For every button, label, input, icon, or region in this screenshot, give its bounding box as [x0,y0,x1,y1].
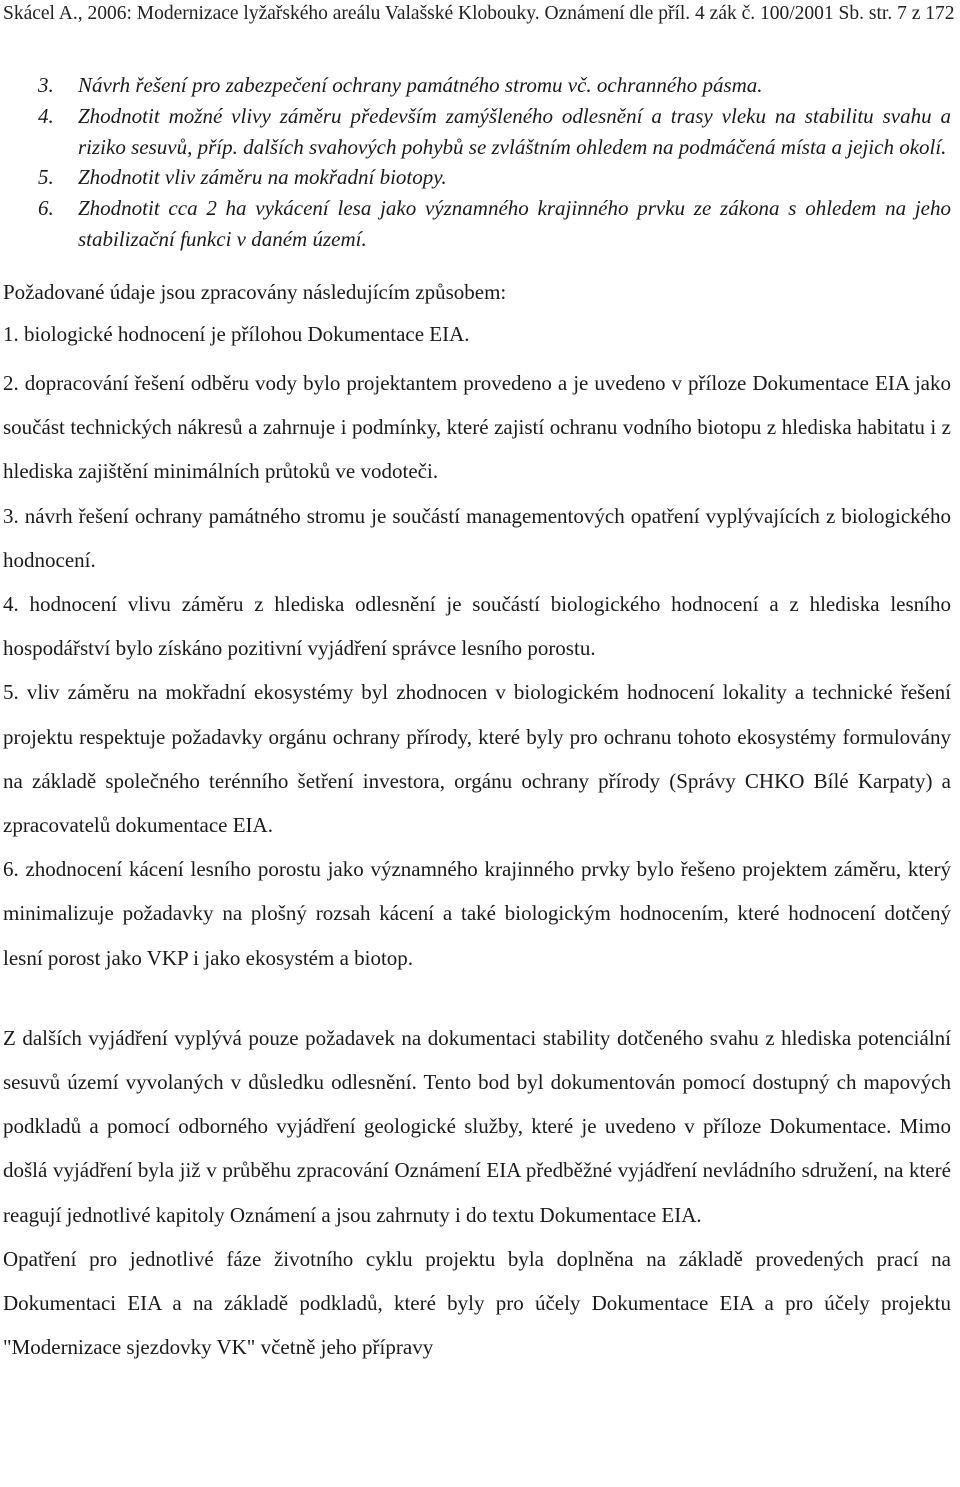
paragraph-item-5: 5. vliv záměru na mokřadní ekosystémy byl zhodnocen v biologickém hodnocení lokality a technické řešení projektu respektuje požadavky orgánu ochrany přírody, které byly pro ochranu tohoto ekosystémy formulovány na základě společného terénního šetření investora, orgánu ochrany přírody (Správy CHKO Bílé Karpaty) a zpracovatelů dokumentace EIA. [3,680,951,838]
intro-item-1: 1. biologické hodnocení je přílohou Dokumentace EIA. [3,322,470,346]
list-item-text: Zhodnotit možné vlivy záměru především zamýšleného odlesnění a trasy vleku na stabilitu svahu a riziko sesuvů, příp. dalších svahových pohybů se zvláštním ohledem na podmáčená místa a jejich okolí. [78,103,951,159]
list-item-text: Zhodnotit cca 2 ha vykácení lesa jako významného krajinného prvku ze zákona s ohledem na jeho stabilizační funkci v daném území. [78,196,951,251]
list-item [38,70,951,101]
requirements-list [38,70,951,255]
list-item [38,162,951,193]
list-item [38,101,951,163]
intro-section [3,277,951,361]
page-header: Skácel A., 2006: Modernizace lyžařského areálu Valašské Klobouky. Oznámení dle příl. 4 zák č. 100/2001 Sb. str. 7 z 172 [3,3,955,24]
intro-line: Požadované údaje jsou zpracovány následujícím způsobem: [3,280,507,304]
body-text [3,361,951,1369]
paragraph-measures: Opatření pro jednotlivé fáze životního cyklu projektu byla doplněna na základě provedených prací na Dokumentaci EIA a na základě podkladů, které byly pro účely Dokumentace EIA a pro účely projektu "Modernizace sjezdovky VK" včetně jeho přípravy [3,1246,951,1360]
list-item [38,193,951,255]
paragraph-item-4: 4. hodnocení vlivu záměru z hlediska odlesnění je součástí biologického hodnocení a z hlediska lesního hospodářství bylo získáno pozitivní vyjádření správce lesního porostu. [3,592,951,661]
list-item-number: 5. [38,165,54,190]
paragraph-other-statements: Z dalších vyjádření vyplývá pouze požadavek na dokumentaci stability dotčeného svahu z hlediska potenciální sesuvů území vyvolaných v důsledku odlesnění. Tento bod byl dokumentován pomocí dostupný ch mapových podkladů a pomocí odborného vyjádření geologické služby, které je uvedeno v příloze Dokumentace. Mimo došlá vyjádření byla již v průběhu zpracování Oznámení EIA předběžné vyjádření nevládního sdružení, na které reagují jednotlivé kapitoly Oznámení a jsou zahrnuty i do textu Dokumentace EIA. [3,1025,951,1227]
list-item-number: 3. [38,73,54,97]
list-item-text: Zhodnotit vliv záměru na mokřadní biotopy. [78,165,447,190]
list-item-number: 4. [38,103,54,128]
paragraph-item-2: 2. dopracování řešení odběru vody bylo projektantem provedeno a je uvedeno v příloze Dokumentace EIA jako součást technických nákresů a zahrnuje i podmínky, které zajistí ochranu vodního biotopu z hlediska habitatu i z hlediska zajištění minimálních průtoků ve vodoteči. [3,371,951,484]
list-item-text: Návrh řešení pro zabezpečení ochrany památného stromu vč. ochranného pásma. [78,73,763,97]
paragraph-item-6: 6. zhodnocení kácení lesního porostu jako významného krajinného prvky bylo řešeno projektem záměru, který minimalizuje požadavky na plošný rozsah kácení a také biologickým hodnocením, které hodnocení dotčený lesní porost jako VKP i jako ekosystém a biotop. [3,857,951,970]
paragraph-item-3: 3. návrh řešení ochrany památného stromu je součástí managementových opatření vyplývajících z biologického hodnocení. [3,503,951,572]
list-item-number: 6. [38,196,54,221]
